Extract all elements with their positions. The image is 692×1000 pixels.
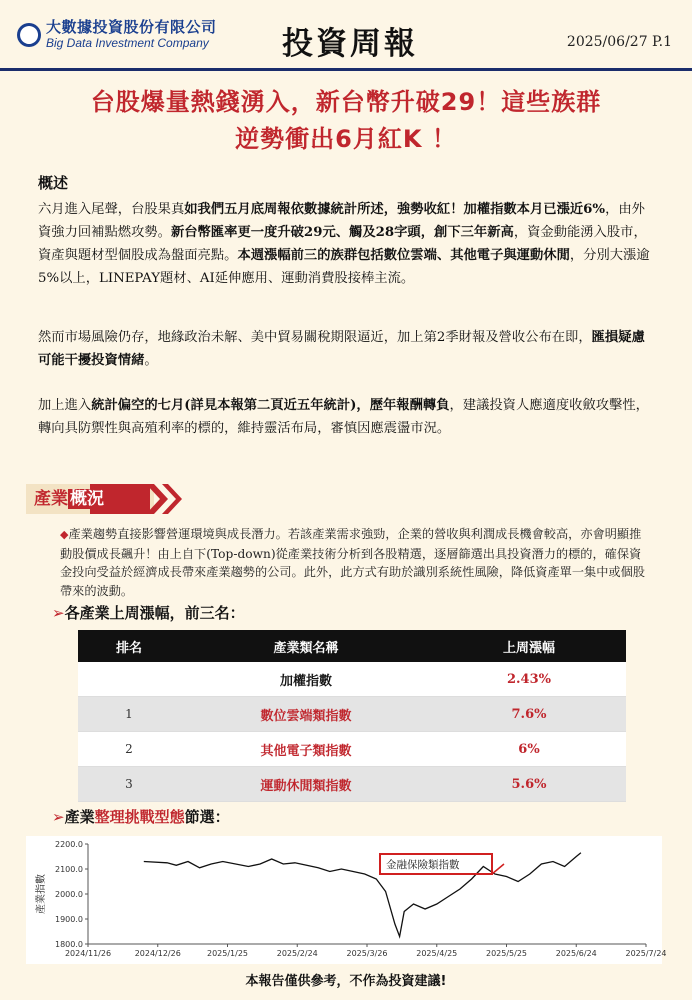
industry-section-title xyxy=(34,484,110,514)
y-tick-label: 2200.0 xyxy=(55,840,83,849)
industry-title-part-1: 產業 xyxy=(34,489,68,509)
cell-name: 其他電子類指數 xyxy=(180,732,432,767)
cell-change: 5.6% xyxy=(432,767,626,802)
paragraph-run: 本週漲幅前三的族群包括數位雲端、其他電子與運動休閒 xyxy=(237,248,570,263)
pick-title-part-1: 產業 xyxy=(64,808,95,826)
cell-change: 7.6% xyxy=(432,697,626,732)
cell-rank: 1 xyxy=(78,697,180,732)
paragraph-run: 加上進入 xyxy=(38,398,92,413)
company-name-en: Big Data Investment Company xyxy=(46,36,209,50)
top3-title-text: 各產業上周漲幅，前三名： xyxy=(64,604,245,622)
pick-title-part-2: 整理挑戰型態 xyxy=(94,808,185,826)
overview-paragraph-3 xyxy=(38,394,650,440)
x-tick-label: 2025/3/26 xyxy=(346,949,388,958)
x-tick-label: 2025/5/25 xyxy=(485,949,528,958)
company-name-zh: 大數據投資股份有限公司 xyxy=(46,18,217,36)
top3-title xyxy=(52,602,245,623)
table-row xyxy=(78,662,626,697)
pick-title-part-3: 節選： xyxy=(184,808,230,826)
table-row xyxy=(78,732,626,767)
paragraph-run: 統計偏空的七月(詳見本報第二頁近五年統計)，歷年報酬轉負 xyxy=(91,398,450,413)
report-title: 投資周報 xyxy=(282,26,418,62)
cell-change: 6% xyxy=(432,732,626,767)
header-divider xyxy=(0,68,692,71)
y-tick-label: 2100.0 xyxy=(55,865,83,874)
paragraph-run: 。 xyxy=(144,353,158,368)
paragraph-run: ，建議投資人應適度收斂攻擊性，轉向具防禦性與高殖利率的標的，維持靈活布局，審慎因應震盪市況。 xyxy=(38,398,649,436)
industry-description-text: 產業趨勢直接影響營運環境與成長潛力。若該產業需求強勁，企業的營收與利潤成長機會較高，亦會明顯推動股價成長飆升！由上自下(Top-down)從產業技術分析到各股精選，逐層篩選出具投資潛力的標的，確保資金投向受益於經濟成長帶來產業趨勢的公司。此外，此方式有助於識別系統性風險，降低資產單一集中或個股帶來的波動。 xyxy=(60,527,645,598)
y-tick-label: 1900.0 xyxy=(55,915,83,924)
disclaimer-footer: 本報告僅供參考，不作為投資建議! xyxy=(245,974,447,989)
table-row xyxy=(78,767,626,802)
paragraph-run: ，分別大漲逾5%以上，LINEPAY題材、AI延伸應用、運動消費股接棒主流。 xyxy=(38,248,650,286)
annotation-pointer xyxy=(492,864,504,874)
series-line xyxy=(144,853,581,937)
y-axis-label: 產業指數 xyxy=(36,874,47,914)
arrow-bullet-icon: ➢ xyxy=(52,604,65,622)
paragraph-run: 匯損疑慮可能干擾投資情緒 xyxy=(38,330,645,368)
industry-description xyxy=(60,525,650,600)
headline xyxy=(20,84,672,158)
x-tick-label: 2024/11/26 xyxy=(64,949,112,958)
table-header-row xyxy=(78,630,626,662)
paragraph-run: ，由外資強力回補點燃攻勢。 xyxy=(38,202,645,240)
overview-title: 概述 xyxy=(38,174,69,192)
x-tick-label: 2024/12/26 xyxy=(134,949,181,958)
paragraph-run: 新台幣匯率更一度升破29元、觸及28字頭，創下三年新高 xyxy=(170,225,514,240)
top3-table xyxy=(78,630,626,802)
cell-name: 運動休閒類指數 xyxy=(180,767,432,802)
diamond-bullet-icon: ◆ xyxy=(60,528,69,541)
x-tick-label: 2025/1/25 xyxy=(206,949,249,958)
overview-paragraph-2 xyxy=(38,326,650,372)
x-tick-label: 2025/4/25 xyxy=(416,949,458,958)
cell-rank: 2 xyxy=(78,732,180,767)
paragraph-run: 如我們五月底周報依數據統計所述，強勢收紅！加權指數本月已漲近6% xyxy=(184,202,606,217)
cell-change: 2.43% xyxy=(432,662,626,697)
paragraph-run: 然而市場風險仍存，地緣政治未解、美中貿易關稅期限逼近，加上第2季財報及營收公布在即， xyxy=(38,330,592,345)
x-tick-label: 2025/7/24 xyxy=(625,949,667,958)
annotation-label: 金融保險類指數 xyxy=(386,859,460,871)
table-row xyxy=(78,697,626,732)
headline-line-1: 台股爆量熱錢湧入，新台幣升破29！這些族群 xyxy=(90,88,602,116)
overview-paragraph-1 xyxy=(38,198,650,290)
industry-index-chart xyxy=(26,836,667,964)
company-logo xyxy=(16,20,217,49)
col-header-change: 上周漲幅 xyxy=(432,630,626,662)
report-date-page: 2025/06/27 P.1 xyxy=(566,34,672,50)
cell-name: 加權指數 xyxy=(180,662,432,697)
arrow-bullet-icon: ➢ xyxy=(52,808,65,826)
headline-line-2: 逆勢衝出6月紅K ！ xyxy=(235,125,457,153)
col-header-rank: 排名 xyxy=(78,630,180,662)
col-header-name: 產業類名稱 xyxy=(180,630,432,662)
pick-title xyxy=(52,806,230,827)
paragraph-run: ，資金動能湧入股市，資產與題材型個股成為盤面亮點。 xyxy=(38,225,647,263)
paragraph-run: 六月進入尾聲，台股果真 xyxy=(38,202,185,217)
x-tick-label: 2025/2/24 xyxy=(276,949,318,958)
logo-icon xyxy=(16,22,42,48)
cell-rank xyxy=(78,662,180,697)
y-tick-label: 2000.0 xyxy=(55,890,83,899)
cell-name: 數位雲端類指數 xyxy=(180,697,432,732)
cell-rank: 3 xyxy=(78,767,180,802)
x-tick-label: 2025/6/24 xyxy=(555,949,597,958)
industry-title-part-2: 概況 xyxy=(68,489,110,509)
y-tick-label: 1800.0 xyxy=(55,940,83,949)
